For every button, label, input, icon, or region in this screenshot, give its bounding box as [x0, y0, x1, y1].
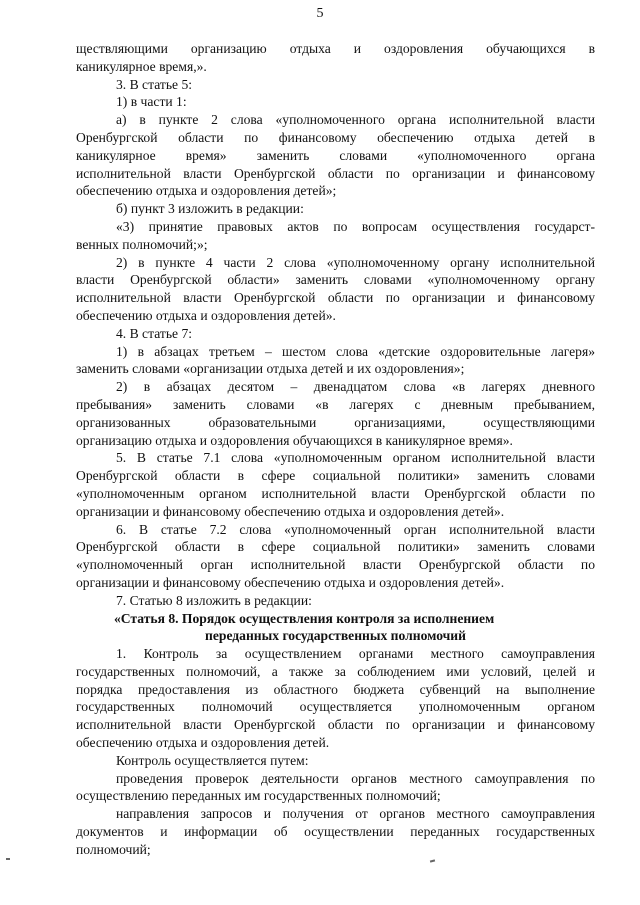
- text-line: «3) принятие правовых актов по вопросам осуществления государст-: [116, 218, 595, 234]
- text-line: документов и информации об осуществлении переданных государственных: [76, 824, 595, 840]
- text-line: 5. В статье 7.1 слова «уполномоченным органом исполнительной власти: [116, 450, 595, 466]
- text-line: каникулярное время» заменить словами «уполномоченного органа: [76, 147, 595, 163]
- text-line: 4. В статье 7:: [116, 325, 193, 341]
- text-line: а) в пункте 2 слова «уполномоченного органа исполнительной власти: [116, 112, 595, 128]
- text-line: переданных государственных полномочий: [205, 628, 466, 644]
- text-line: 1) в абзацах третьем – шестом слова «детские оздоровительные лагеря»: [116, 343, 595, 359]
- text-line: исполнительной власти Оренбургской области по организации и финансовому: [76, 717, 595, 733]
- text-line: ществляющими организацию отдыха и оздоровления обучающихся в: [76, 41, 595, 56]
- text-line: организацию отдыха и оздоровления обучающихся в каникулярное время».: [76, 432, 513, 448]
- text-line: государственных полномочий осуществляется уполномоченным органом: [76, 699, 595, 715]
- text-line: исполнительной власти Оренбургской области по организации и финансовому: [76, 290, 595, 306]
- text-line: 7. Статью 8 изложить в редакции:: [116, 592, 312, 608]
- text-line: Оренбургской области по финансовому обеспечению отдыха детей в: [76, 129, 595, 145]
- text-line: Оренбургской области в сфере социальной политики» заменить словами: [76, 468, 595, 484]
- scan-mark: [6, 858, 10, 860]
- text-line: 1) в части 1:: [116, 94, 187, 110]
- text-line: 6. В статье 7.2 слова «уполномоченный орган исполнительной власти: [116, 521, 595, 537]
- text-line: государственных полномочий, а также за соблюдением ими условий, целей и: [76, 663, 595, 679]
- text-line: 2) в пункте 4 части 2 слова «уполномоченному органу исполнительной: [116, 254, 595, 270]
- text-line: пребывания» заменить словами «в лагерях с дневным пребыванием,: [76, 396, 595, 412]
- text-line: полномочий;: [76, 841, 151, 857]
- text-line: «уполномоченным органом исполнительной власти Оренбургской области по: [76, 485, 595, 501]
- text-line: «Статья 8. Порядок осуществления контроля за исполнением: [114, 610, 495, 626]
- document-body: [76, 40, 595, 859]
- text-line: каникулярное время,».: [76, 58, 207, 74]
- text-line: организации и финансовому обеспечению отдыха и оздоровления детей».: [76, 574, 505, 590]
- text-line: проведения проверок деятельности органов местного самоуправления по: [116, 770, 595, 786]
- text-line: 3. В статье 5:: [116, 76, 193, 92]
- text-line: власти Оренбургской области» заменить словами «уполномоченному органу: [76, 272, 595, 288]
- text-line: 2) в абзацах десятом – двенадцатом слова «в лагерях дневного: [116, 379, 595, 395]
- text-line: направления запросов и получения от органов местного самоуправления: [116, 806, 595, 822]
- text-line: исполнительной власти Оренбургской области по организации и финансовому: [76, 165, 595, 181]
- text-line: порядка предоставления из областного бюджета субвенций на выполнение: [76, 681, 595, 697]
- text-line: Контроль осуществляется путем:: [116, 752, 309, 768]
- text-line: Оренбургской области в сфере социальной политики» заменить словами: [76, 539, 595, 555]
- text-line: «уполномоченный орган исполнительной власти Оренбургской области по: [76, 557, 595, 573]
- text-line: обеспечению отдыха и оздоровления детей.: [76, 735, 330, 751]
- text-line: обеспечению отдыха и оздоровления детей»;: [76, 183, 337, 199]
- text-line: венных полномочий;»;: [76, 236, 208, 252]
- text-line: организованных образовательными организациями, осуществляющими: [76, 414, 595, 430]
- text-line: осуществлению переданных им государственных полномочий;: [76, 788, 441, 804]
- scan-mark: [430, 859, 435, 862]
- text-line: б) пункт 3 изложить в редакции:: [116, 201, 304, 217]
- text-line: обеспечению отдыха и оздоровления детей».: [76, 307, 336, 323]
- text-line: организации и финансовому обеспечению отдыха и оздоровления детей».: [76, 503, 505, 519]
- text-line: 1. Контроль за осуществлением органами местного самоуправления: [116, 646, 595, 662]
- text-line: заменить словами «организации отдыха детей и их оздоровления»;: [76, 361, 465, 377]
- page-number: 5: [316, 6, 324, 21]
